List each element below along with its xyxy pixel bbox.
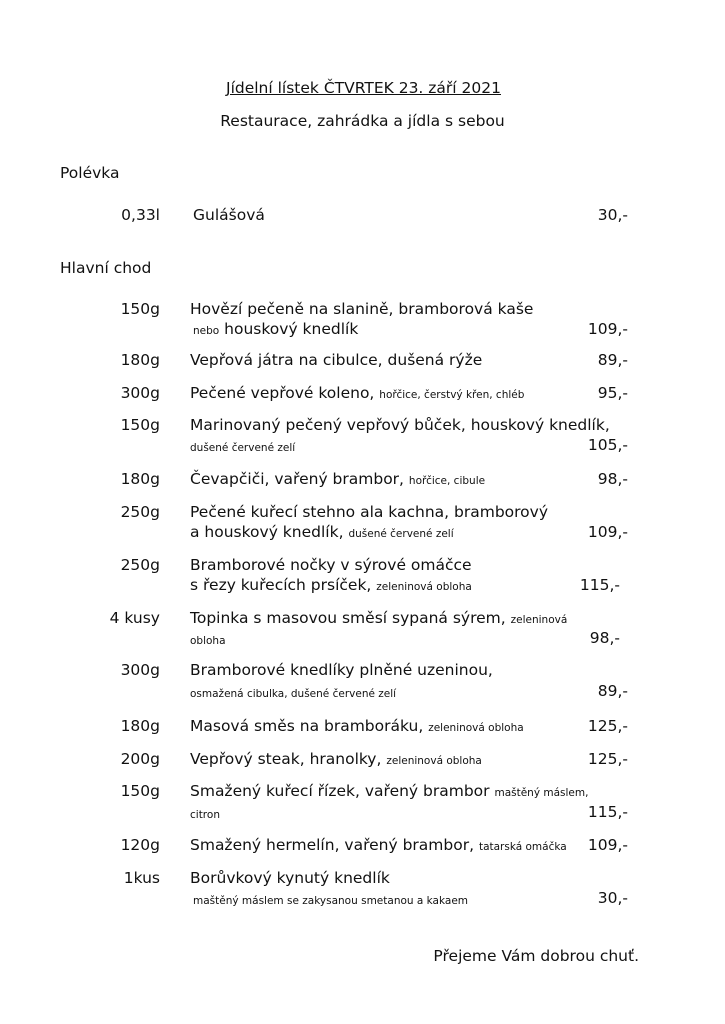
item-price: 98,- (589, 629, 620, 647)
item-detail: obloha (190, 635, 226, 647)
item-detail: osmažená cibulka, dušené červené zelí (190, 688, 397, 700)
item-amount: 250g (120, 556, 160, 574)
item-name: Hovězí pečeně na slanině, bramborová kaše (190, 300, 534, 318)
item-name (190, 750, 482, 770)
item-amount: 180g (120, 470, 160, 488)
item-detail: dušené červené zelí (190, 442, 296, 454)
item-amount: 180g (120, 351, 160, 369)
item-amount: 300g (120, 384, 160, 402)
item-price: 89,- (597, 351, 628, 369)
item-price: 109,- (587, 523, 628, 541)
item-detail (190, 576, 472, 596)
item-name (190, 384, 524, 404)
item-detail: citron (190, 809, 220, 821)
item-name: Bramborové nočky v sýrové omáčce (190, 556, 472, 574)
footer-greeting: Přejeme Vám dobrou chuť. (433, 947, 639, 965)
item-name: Vepřová játra na cibulce, dušená rýže (190, 351, 483, 369)
item-detail-small: nebo (193, 325, 220, 337)
item-detail-small: dušené červené zelí (348, 528, 454, 540)
item-name: Marinovaný pečený vepřový bůček, houskový knedlík, (190, 416, 610, 434)
item-amount: 0,33l (121, 206, 160, 224)
menu-title: Jídelní lístek ČTVRTEK 23. září 2021 (226, 79, 501, 97)
item-name-small: zeleninová (510, 614, 568, 626)
item-detail-main: a houskový knedlík, (190, 523, 344, 541)
item-amount: 150g (120, 416, 160, 434)
item-name (190, 782, 588, 802)
item-price: 98,- (597, 470, 628, 488)
item-name-small: zeleninová obloha (386, 755, 482, 767)
item-price: 109,- (587, 836, 628, 854)
item-price: 125,- (587, 750, 628, 768)
item-detail-main: houskový knedlík (224, 320, 359, 338)
item-amount: 200g (120, 750, 160, 768)
item-amount: 180g (120, 717, 160, 735)
item-amount: 4 kusy (109, 609, 160, 627)
item-amount: 1kus (123, 869, 160, 887)
item-detail (193, 320, 358, 340)
item-name-main: Masová směs na bramboráku, (190, 717, 424, 735)
item-name-small: hořčice, cibule (408, 475, 486, 487)
item-amount: 150g (120, 300, 160, 318)
section-title-main: Hlavní chod (60, 259, 152, 277)
item-price: 95,- (597, 384, 628, 402)
item-name-main: Pečené vepřové koleno, (190, 384, 375, 402)
item-amount: 250g (120, 503, 160, 521)
item-name (190, 470, 485, 490)
item-name: Gulášová (193, 206, 265, 224)
item-name-main: Vepřový steak, hranolky, (190, 750, 382, 768)
item-name: Bramborové knedlíky plněné uzeninou, (190, 661, 493, 679)
item-amount: 150g (120, 782, 160, 800)
item-name-main: Čevapčiči, vařený brambor, (190, 470, 404, 488)
item-price: 30,- (597, 206, 628, 224)
item-name: Pečené kuřecí stehno ala kachna, bramborový (190, 503, 549, 521)
item-detail-small: zeleninová obloha (376, 581, 472, 593)
item-name-small: maštěný máslem, (494, 787, 589, 799)
item-price: 115,- (587, 803, 628, 821)
item-name-small: hořčice, čerstvý křen, chléb (379, 389, 525, 401)
item-name-main: Topinka s masovou směsí sypaná sýrem, (190, 609, 506, 627)
item-amount: 300g (120, 661, 160, 679)
item-name-small: zeleninová obloha (428, 722, 524, 734)
item-price: 115,- (579, 576, 620, 594)
item-price: 105,- (587, 436, 628, 454)
item-name (190, 609, 567, 629)
item-amount: 120g (120, 836, 160, 854)
item-price: 30,- (597, 889, 628, 907)
item-price: 125,- (587, 717, 628, 735)
item-name-main: Smažený hermelín, vařený brambor, (190, 836, 475, 854)
item-name-small: tatarská omáčka (478, 841, 567, 853)
item-name (190, 717, 524, 737)
section-title-soup: Polévka (60, 164, 120, 182)
item-price: 109,- (587, 320, 628, 338)
item-detail (190, 523, 454, 543)
item-price: 89,- (597, 682, 628, 700)
item-detail-main: s řezy kuřecích prsíček, (190, 576, 372, 594)
menu-subtitle: Restaurace, zahrádka a jídla s sebou (220, 112, 505, 130)
item-name-main: Smažený kuřecí řízek, vařený brambor (190, 782, 490, 800)
item-name (190, 836, 567, 856)
item-detail: maštěný máslem se zakysanou smetanou a kakaem (193, 895, 469, 907)
item-name: Borůvkový kynutý knedlík (190, 869, 390, 887)
